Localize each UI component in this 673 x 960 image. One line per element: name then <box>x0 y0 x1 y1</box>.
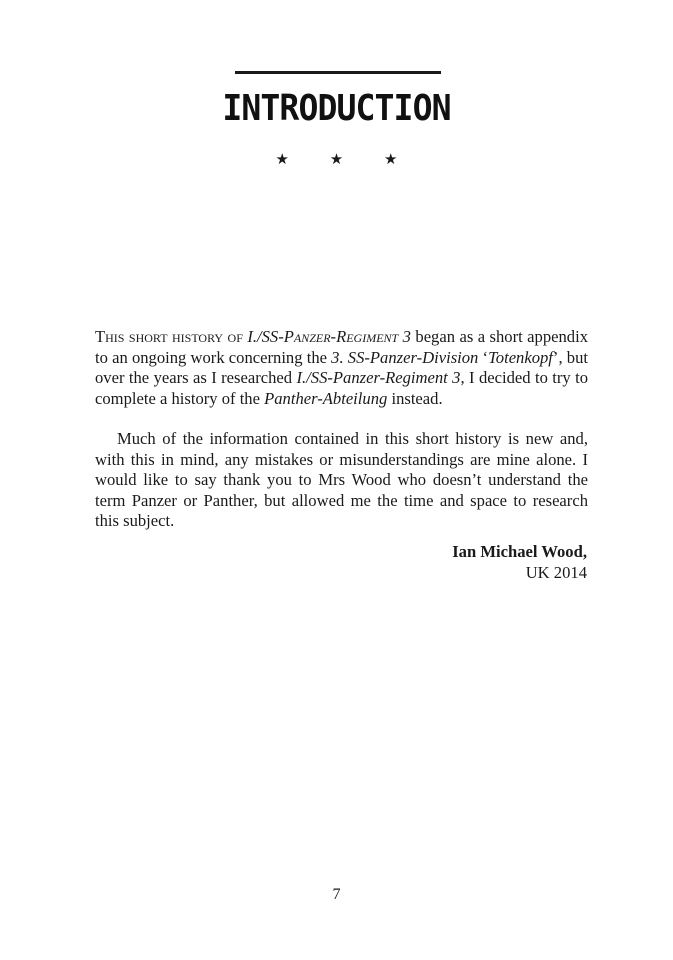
totenkopf-name: Totenkopf <box>488 347 553 367</box>
body-text <box>95 327 588 532</box>
unit-name-smallcaps: I./SS-Panzer-Regiment 3 <box>247 327 411 346</box>
star-ornament: ★ ★ ★ <box>275 150 416 168</box>
text-a: began as a short appendix to an ongoing work concerning the <box>95 327 588 367</box>
text-e: instead. <box>387 388 443 408</box>
paragraph-1 <box>95 327 588 409</box>
place-year: UK 2014 <box>525 563 587 582</box>
paragraph-2: Much of the information contained in this short history is new and, with this in mind, any mistakes or misunderstandings are mine alone. I would like to say thank you to Mrs Wood who doesn’t understand the term Panzer or Panther, but allowed me the time and space to research this subject. <box>95 429 588 530</box>
author-name: Ian Michael Wood, <box>452 542 587 561</box>
text-c: ’, but over the years as I researched <box>95 347 588 387</box>
chapter-title: INTRODUCTION <box>222 88 451 129</box>
unit-name: I./SS-Panzer-Regiment 3 <box>296 368 461 387</box>
text-d: , I decided to try to complete a history of the <box>95 368 589 408</box>
smallcaps-intro: This short history of <box>95 327 243 346</box>
title-rule <box>235 71 441 74</box>
text-b: ‘ <box>478 347 489 367</box>
abteilung-name: Panther-Abteilung <box>264 388 388 408</box>
signature-block <box>452 541 587 583</box>
page-number: 7 <box>332 886 341 903</box>
division-name: 3. SS-Panzer-Division <box>331 347 479 367</box>
